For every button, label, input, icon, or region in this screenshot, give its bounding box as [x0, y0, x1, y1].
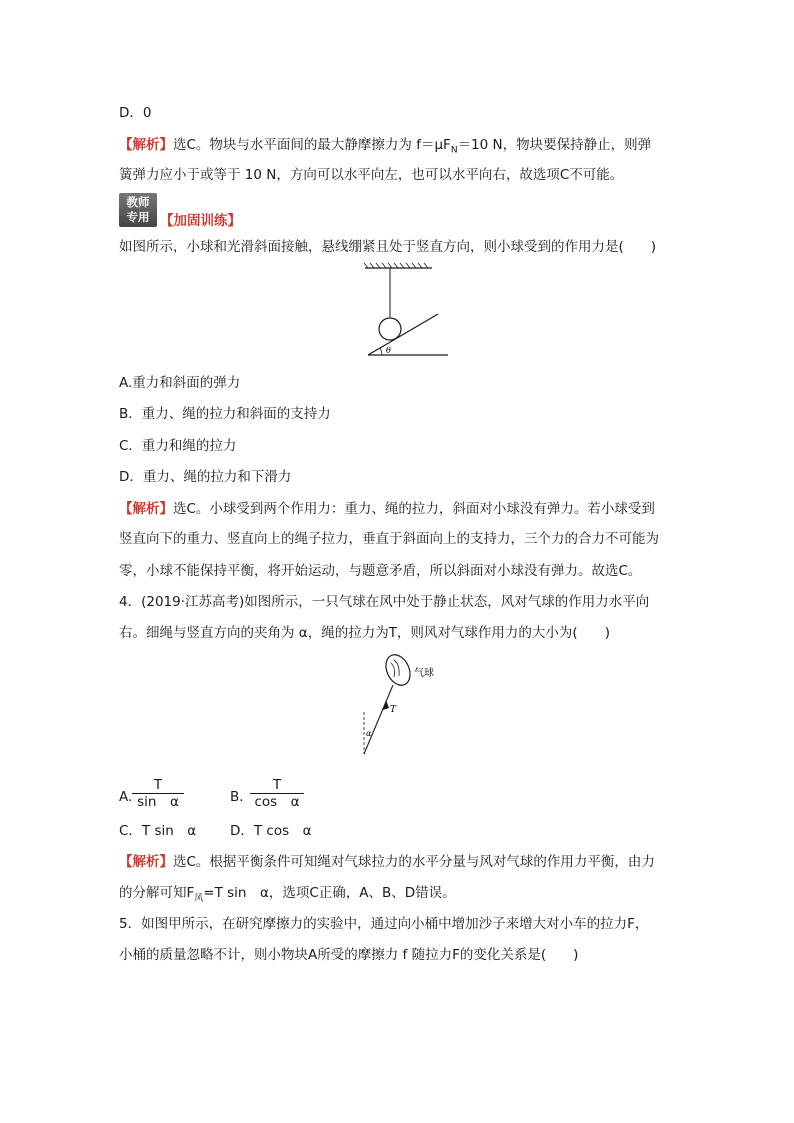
analysis-4-text: 选C。根据平衡条件可知绳对气球拉力的水平分量与风对气球的作用力平衡，由力 [173, 854, 655, 870]
analysis-1-text-a: 选C。物块与水平面间的最大静摩擦力为 f＝μF [173, 137, 451, 153]
badge-line-1: 教师 [126, 195, 150, 209]
badge-line-2: 专用 [126, 210, 150, 224]
analysis-2-line-2: 竖直向下的重力、竖直向上的绳子拉力，垂直于斜面向上的支持力，三个力的合力不可能为 [119, 531, 659, 547]
question-4-line-1: 4．(2019·江苏高考)如图所示，一只气球在风中处于静止状态，风对气球的作用力水平向 [119, 594, 650, 610]
fraction-denominator: cos α [250, 793, 304, 810]
analysis-4-line-2 [119, 884, 456, 908]
option-c: C．重力和绳的拉力 [119, 438, 237, 454]
fraction-numerator: T [153, 777, 163, 793]
analysis-label: 【解析】 [119, 501, 173, 517]
option-a: A.重力和斜面的弹力 [119, 375, 241, 391]
q4-option-b-fraction [250, 777, 304, 810]
analysis-4-text-b: =T sin α，选项C正确，A、B、D错误。 [203, 885, 456, 901]
analysis-1-line-2: 簧弹力应小于或等于 10 N，方向可以水平向左，也可以水平向右，故选项C不可能。 [119, 167, 624, 183]
analysis-1-line-1 [119, 136, 651, 160]
fraction-numerator: T [272, 777, 282, 793]
analysis-label: 【解析】 [119, 854, 173, 870]
balloon-figure [350, 650, 460, 760]
q4-option-a-fraction [132, 777, 184, 810]
fraction-denominator: sin α [132, 793, 184, 810]
analysis-4-text-a: 的分解可知F [119, 885, 195, 901]
q4-option-c: C．T sin α [119, 823, 197, 839]
tension-label: T [390, 705, 397, 715]
analysis-1-text-b: ＝10 N，物块要保持静止，则弹 [457, 137, 652, 153]
balloon-label: 气球 [414, 668, 434, 679]
teacher-badge [119, 193, 157, 227]
q4-option-a-prefix: A. [119, 789, 133, 805]
reinforce-heading: 【加固训练】 [160, 213, 241, 229]
q4-option-b-prefix: B． [230, 789, 253, 805]
q4-option-d: D．T cos α [230, 823, 312, 839]
question-intro: 如图所示，小球和光滑斜面接触，悬线绷紧且处于竖直方向，则小球受到的作用力是( ) [119, 239, 657, 255]
analysis-2-line-3: 零，小球不能保持平衡，将开始运动，与题意矛盾，所以斜面对小球没有弹力。故选C。 [119, 563, 642, 579]
alpha-label: α [366, 729, 372, 738]
subscript-wind: 风 [194, 893, 204, 904]
question-5-line-2: 小桶的质量忽略不计，则小物块A所受的摩擦力 f 随拉力F的变化关系是( ) [119, 947, 579, 963]
analysis-4-line-1 [119, 853, 655, 871]
analysis-2-line-1 [119, 500, 655, 518]
theta-label: θ [386, 346, 391, 355]
subscript-n: N [450, 145, 458, 156]
option-d-prev: D．0 [119, 105, 152, 121]
analysis-label: 【解析】 [119, 137, 173, 153]
question-4-line-2: 右。细绳与竖直方向的夹角为 α，绳的拉力为T，则风对气球作用力的大小为( ) [119, 625, 610, 641]
option-d: D．重力、绳的拉力和下滑力 [119, 469, 292, 485]
incline-ball-figure [360, 262, 460, 362]
analysis-2-text: 选C。小球受到两个作用力：重力、绳的拉力，斜面对小球没有弹力。若小球受到 [173, 501, 655, 517]
question-5-line-1: 5．如图甲所示，在研究摩擦力的实验中，通过向小桶中增加沙子来增大对小车的拉力F， [119, 916, 649, 932]
option-b: B．重力、绳的拉力和斜面的支持力 [119, 406, 331, 422]
